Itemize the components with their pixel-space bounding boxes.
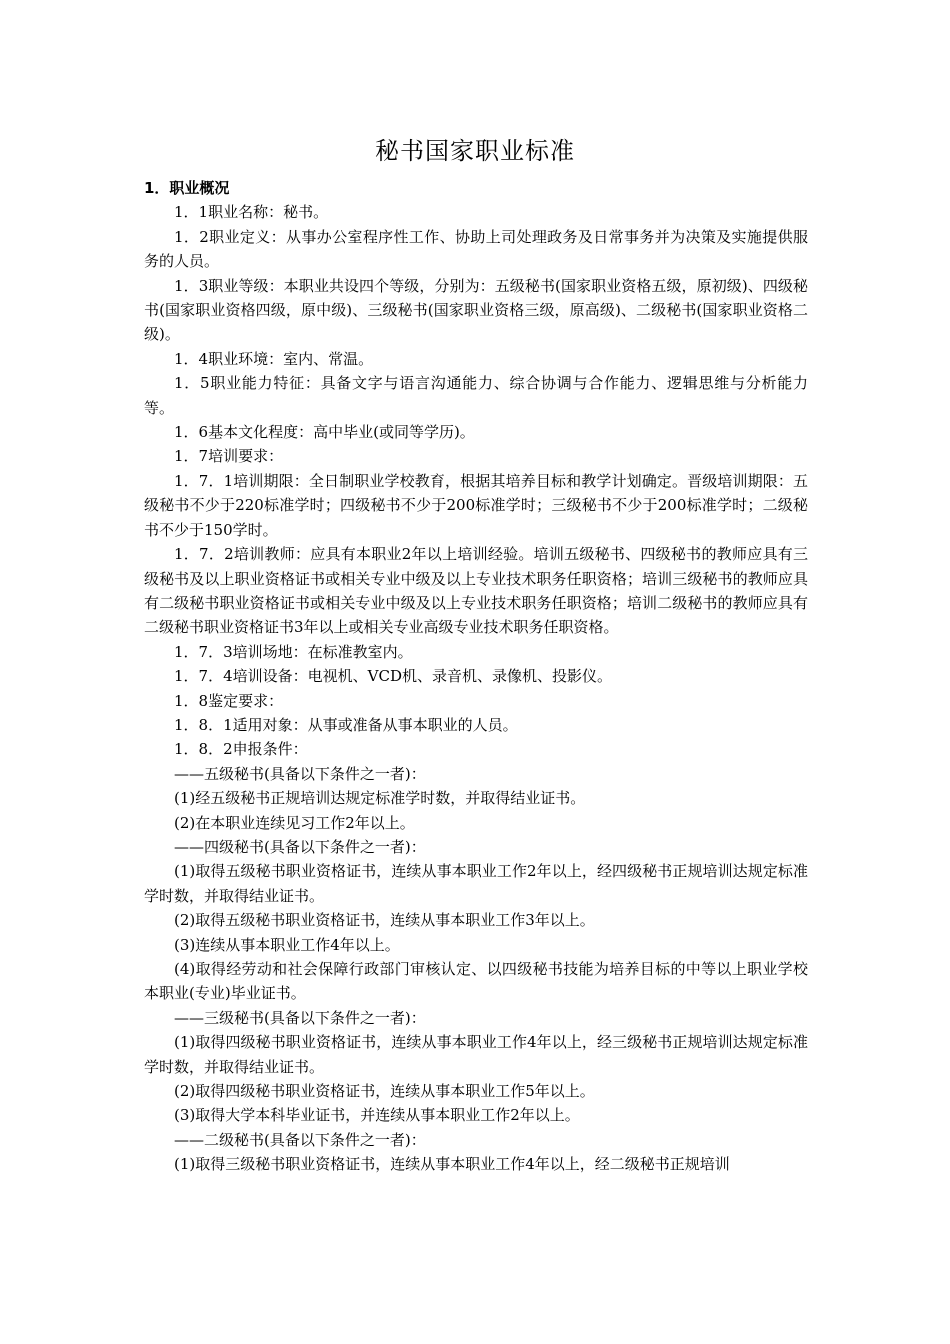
paragraph: 1．8．1适用对象：从事或准备从事本职业的人员。 — [174, 715, 518, 734]
paragraph: (1)取得五级秘书职业资格证书，连续从事本职业工作2年以上，经四级秘书正规培训达规定标准学时数，并取得结业证书。 — [144, 862, 808, 905]
paragraph: 1．7培训要求： — [174, 447, 284, 466]
paragraph: (2)在本职业连续见习工作2年以上。 — [174, 813, 415, 832]
paragraph: 1．7．4培训设备：电视机、VCD机、录音机、录像机、投影仪。 — [174, 667, 612, 686]
paragraph: ——四级秘书(具备以下条件之一者)： — [174, 837, 426, 856]
paragraph: 1．2职业定义：从事办公室程序性工作、协助上司处理政务及日常事务并为决策及实施提供服务的人员。 — [144, 227, 808, 271]
paragraph: (4)取得经劳动和社会保障行政部门审核认定、以四级秘书技能为培养目标的中等以上职业学校本职业(专业)毕业证书。 — [144, 960, 808, 1003]
paragraph: (1)取得四级秘书职业资格证书，连续从事本职业工作4年以上，经三级秘书正规培训达规定标准学时数，并取得结业证书。 — [144, 1033, 808, 1076]
paragraph: 1．7．1培训期限：全日制职业学校教育，根据其培养目标和教学计划确定。晋级培训期限：五级秘书不少于220标准学时；四级秘书不少于200标准学时；三级秘书不少于200标准学时；二级秘书不少于150学时。 — [144, 471, 808, 539]
paragraph: 1．3职业等级：本职业共设四个等级，分别为：五级秘书(国家职业资格五级，原初级)、四级秘书(国家职业资格四级，原中级)、三级秘书(国家职业资格三级，原高级)、二级秘书(国家职业资格二级)。 — [144, 276, 808, 344]
paragraph: (1)经五级秘书正规培训达规定标准学时数，并取得结业证书。 — [174, 789, 586, 808]
paragraph: ——五级秘书(具备以下条件之一者)： — [174, 764, 426, 783]
paragraph: ——二级秘书(具备以下条件之一者)： — [174, 1130, 426, 1149]
paragraph: 1．7．3培训场地：在标准教室内。 — [174, 642, 413, 661]
paragraph: (2)取得五级秘书职业资格证书，连续从事本职业工作3年以上。 — [174, 911, 595, 930]
paragraph: 1．4职业环境：室内、常温。 — [174, 349, 374, 368]
section-heading: 1．职业概况 — [144, 179, 230, 197]
paragraph: 1．5职业能力特征：具备文字与语言沟通能力、综合协调与合作能力、逻辑思维与分析能力等。 — [144, 374, 808, 417]
paragraph: (3)连续从事本职业工作4年以上。 — [174, 935, 400, 954]
paragraph: (2)取得四级秘书职业资格证书，连续从事本职业工作5年以上。 — [174, 1082, 595, 1101]
paragraph: 1．6基本文化程度：高中毕业(或同等学历)。 — [174, 423, 475, 442]
paragraph: (1)取得三级秘书职业资格证书，连续从事本职业工作4年以上，经二级秘书正规培训 — [174, 1155, 730, 1174]
paragraph: 1．8鉴定要求： — [174, 691, 284, 710]
document-body — [144, 176, 808, 1177]
document-title: 秘书国家职业标准 — [375, 137, 575, 165]
paragraph: 1．1职业名称：秘书。 — [174, 203, 329, 222]
paragraph: 1．8．2申报条件： — [174, 740, 308, 759]
paragraph: ——三级秘书(具备以下条件之一者)： — [174, 1008, 426, 1027]
paragraph: (3)取得大学本科毕业证书，并连续从事本职业工作2年以上。 — [174, 1106, 580, 1125]
paragraph: 1．7．2培训教师：应具有本职业2年以上培训经验。培训五级秘书、四级秘书的教师应具有三级秘书及以上职业资格证书或相关专业中级及以上专业技术职务任职资格；培训三级秘书的教师应具有二级秘书职业资格证书或相关专业中级及以上专业技术职务任职资格；培训二级秘书的教师应具有二级秘书职业资格证书3年以上或相关专业高级专业技术职务任职资格。 — [144, 545, 808, 637]
